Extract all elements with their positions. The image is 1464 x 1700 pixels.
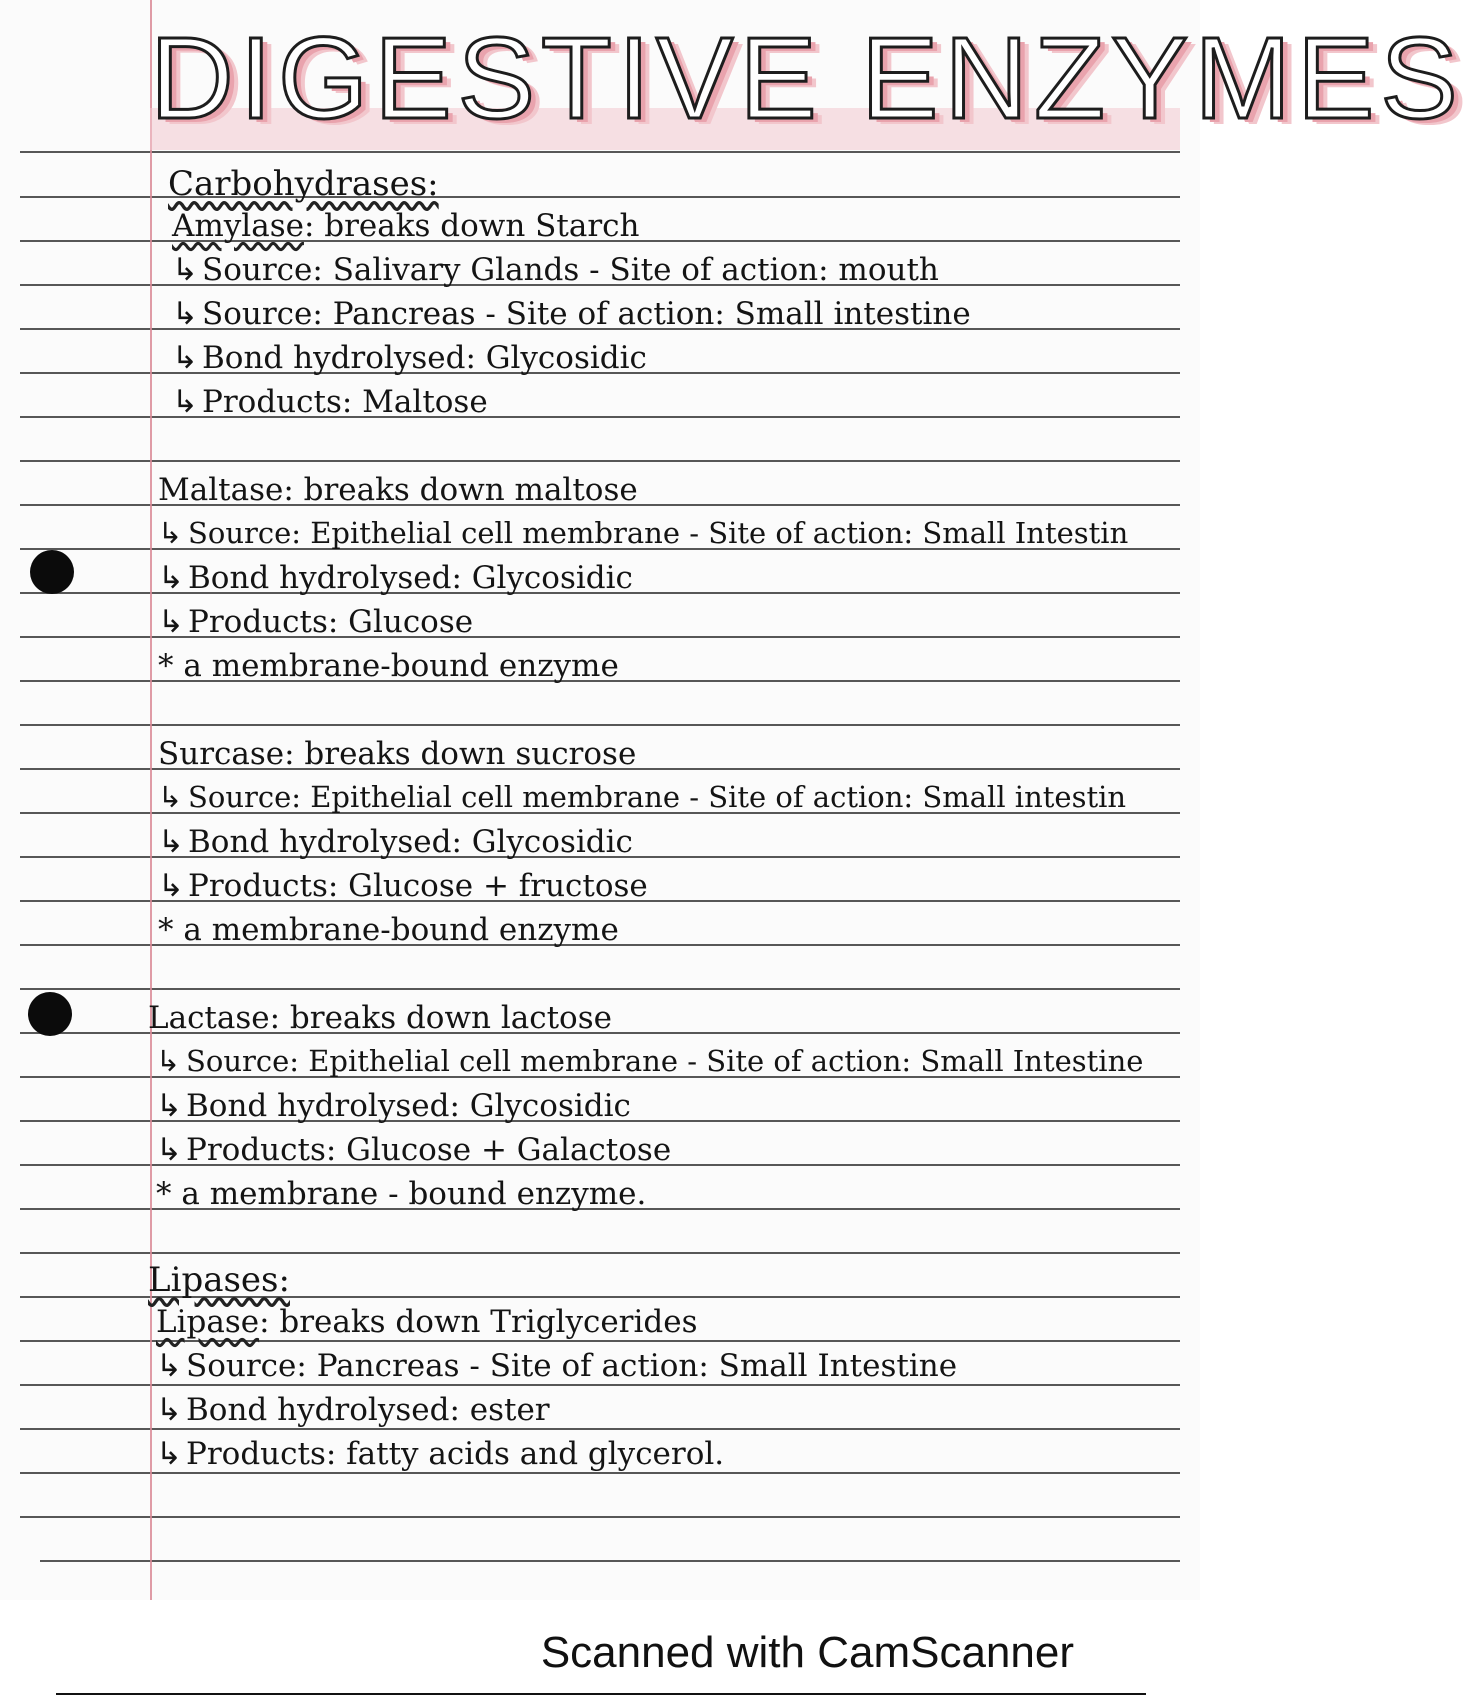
enzyme-name: Surcase	[158, 736, 285, 772]
arrow-icon: ↳	[172, 384, 198, 420]
enzyme-title	[156, 1304, 698, 1340]
enzyme-detail	[156, 1132, 671, 1168]
arrow-icon: ↳	[172, 296, 198, 332]
enzyme-detail	[158, 560, 633, 596]
arrow-icon: ↳	[156, 1132, 182, 1168]
enzyme-name: Lactase	[148, 1000, 270, 1036]
enzyme-detail	[158, 824, 633, 860]
enzyme-detail	[156, 1044, 1143, 1078]
margin-line	[150, 0, 152, 1600]
detail-text: Bond hydrolysed: Glycosidic	[202, 340, 647, 376]
page-title: DIGESTIVE ENZYMES	[150, 13, 1464, 143]
enzyme-note: * a membrane-bound enzyme	[158, 912, 619, 948]
scanner-watermark: Scanned with CamScanner	[540, 1628, 1074, 1677]
ruled-line	[20, 1384, 1180, 1386]
enzyme-desc: : breaks down Starch	[303, 208, 640, 244]
enzyme-detail	[158, 868, 648, 904]
ruled-line	[20, 1472, 1180, 1474]
detail-text: Products: fatty acids and glycerol.	[186, 1436, 725, 1472]
arrow-icon: ↳	[158, 516, 183, 550]
ruled-line	[20, 1340, 1180, 1342]
arrow-icon: ↳	[156, 1436, 182, 1472]
detail-text: Products: Glucose + fructose	[188, 868, 648, 904]
arrow-icon: ↳	[158, 824, 184, 860]
enzyme-name: Amylase	[172, 208, 304, 244]
detail-text: Products: Maltose	[202, 384, 488, 420]
footer-divider	[56, 1693, 1146, 1695]
enzyme-desc: : breaks down Triglycerides	[259, 1304, 698, 1340]
ruled-line	[20, 460, 1180, 462]
detail-text: Products: Glucose	[188, 604, 474, 640]
arrow-icon: ↳	[158, 868, 184, 904]
detail-text: Source: Pancreas - Site of action: Small Intestine	[186, 1348, 958, 1384]
enzyme-detail	[156, 1088, 631, 1124]
section-heading-text: Lipases:	[148, 1260, 290, 1300]
enzyme-detail	[156, 1436, 724, 1472]
ruled-line	[20, 1252, 1180, 1254]
enzyme-name: Lipase	[156, 1304, 260, 1340]
detail-text: Source: Pancreas - Site of action: Small intestine	[202, 296, 971, 332]
enzyme-title	[158, 736, 636, 772]
arrow-icon: ↳	[156, 1088, 182, 1124]
detail-text: Source: Epithelial cell membrane - Site of action: Small Intestine	[186, 1044, 1144, 1078]
ruled-line	[40, 1560, 1180, 1562]
detail-text: Products: Glucose + Galactose	[186, 1132, 672, 1168]
detail-text: Bond hydrolysed: Glycosidic	[186, 1088, 631, 1124]
enzyme-desc: : breaks down lactose	[269, 1000, 612, 1036]
arrow-icon: ↳	[156, 1348, 182, 1384]
enzyme-detail	[172, 296, 971, 332]
enzyme-detail	[158, 780, 1126, 814]
punch-hole	[30, 550, 74, 594]
enzyme-note: * a membrane-bound enzyme	[158, 648, 619, 684]
enzyme-note: * a membrane - bound enzyme.	[156, 1176, 647, 1212]
enzyme-title	[158, 472, 638, 508]
enzyme-name: Maltase	[158, 472, 284, 508]
enzyme-detail	[172, 340, 647, 376]
enzyme-detail	[172, 384, 488, 420]
enzyme-detail	[172, 252, 939, 288]
arrow-icon: ↳	[156, 1044, 181, 1078]
detail-text: Source: Epithelial cell membrane - Site of action: Small intestin	[188, 780, 1127, 814]
ruled-line	[20, 1516, 1180, 1518]
detail-text: Source: Salivary Glands - Site of action: mouth	[202, 252, 939, 288]
detail-text: Bond hydrolysed: ester	[186, 1392, 550, 1428]
arrow-icon: ↳	[172, 340, 198, 376]
detail-text: Bond hydrolysed: Glycosidic	[188, 824, 633, 860]
arrow-icon: ↳	[158, 560, 184, 596]
arrow-icon: ↳	[158, 604, 184, 640]
enzyme-title	[172, 208, 639, 244]
section-heading: Carbohydrases:	[168, 164, 439, 204]
ruled-line	[20, 724, 1180, 726]
detail-text: Bond hydrolysed: Glycosidic	[188, 560, 633, 596]
arrow-icon: ↳	[172, 252, 198, 288]
detail-text: Source: Epithelial cell membrane - Site of action: Small Intestin	[188, 516, 1129, 550]
enzyme-detail	[158, 516, 1128, 550]
punch-hole	[28, 992, 72, 1036]
enzyme-detail	[156, 1348, 957, 1384]
ruled-line	[20, 151, 1180, 153]
ruled-line	[20, 1428, 1180, 1430]
enzyme-title	[148, 1000, 612, 1036]
enzyme-desc: : breaks down sucrose	[284, 736, 637, 772]
enzyme-detail	[158, 604, 473, 640]
ruled-line	[20, 988, 1180, 990]
enzyme-detail	[156, 1392, 550, 1428]
arrow-icon: ↳	[156, 1392, 182, 1428]
enzyme-desc: : breaks down maltose	[283, 472, 638, 508]
section-heading	[148, 1260, 290, 1300]
arrow-icon: ↳	[158, 780, 183, 814]
